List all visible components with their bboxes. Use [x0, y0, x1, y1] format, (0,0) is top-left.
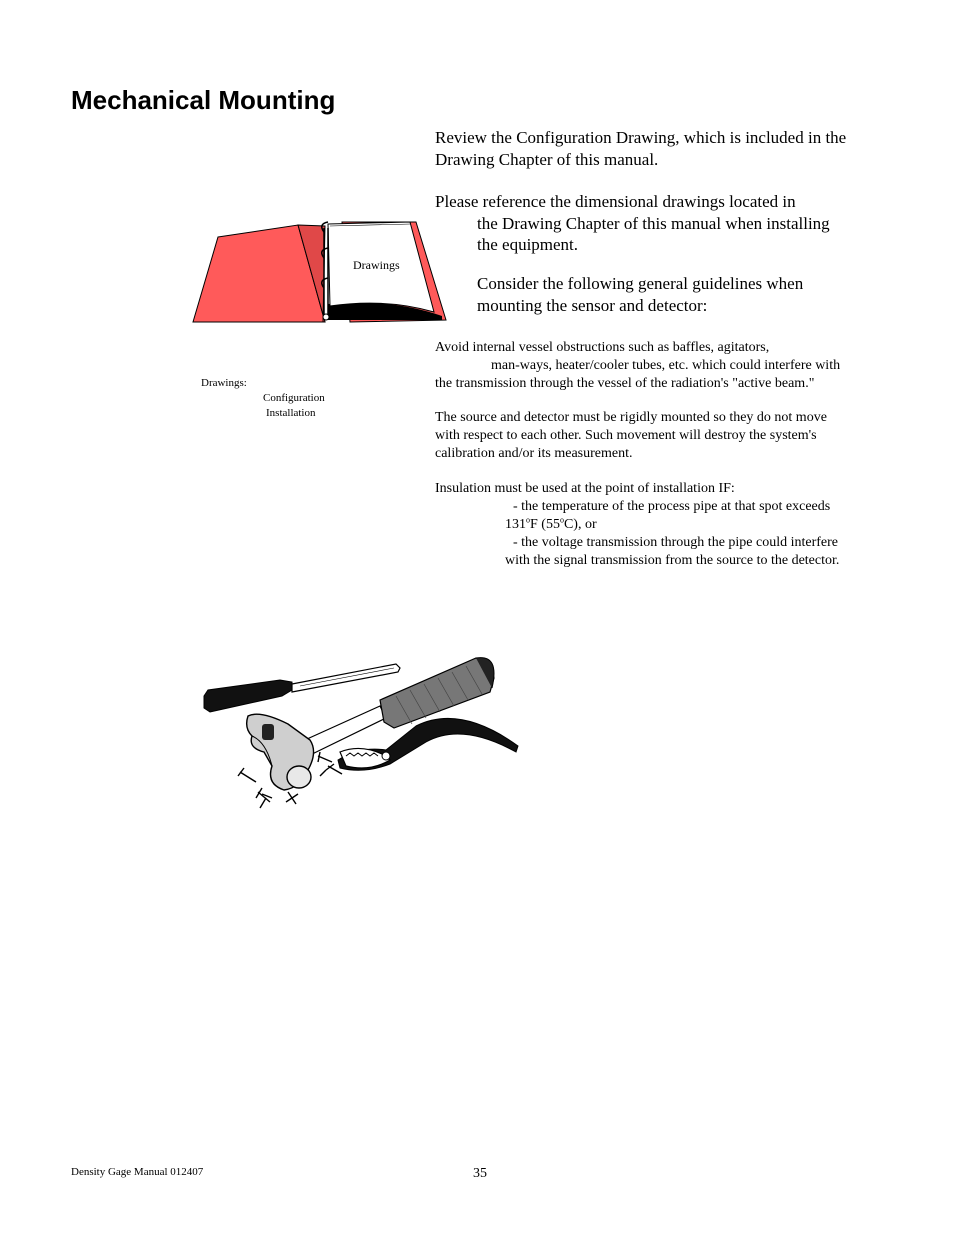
- intro-line: Drawing Chapter of this manual.: [435, 149, 659, 169]
- drawings-caption-title: Drawings:: [201, 377, 247, 389]
- intro-line: Consider the following general guidelines when: [477, 274, 804, 293]
- guideline-insulation: [435, 480, 839, 570]
- guideline-line: - the temperature of the process pipe at that spot exceeds: [513, 499, 831, 514]
- guideline-line: Avoid internal vessel obstructions such as baffles, agitators,: [435, 340, 770, 355]
- temperature-celsius: F (55: [530, 517, 560, 532]
- intro-line: the Drawing Chapter of this manual when installing: [477, 213, 830, 233]
- drawings-caption-item: Installation: [266, 407, 316, 419]
- binder-page-label: Drawings: [353, 258, 400, 272]
- guideline-rigid-mounting: [435, 409, 827, 463]
- intro-paragraph-2: [435, 191, 830, 256]
- guideline-line: calibration and/or its measurement.: [435, 446, 633, 461]
- intro-line: Review the Configuration Drawing, which is included in the: [435, 128, 847, 147]
- tools-illustration: [200, 652, 530, 812]
- degree-symbol: o: [526, 515, 530, 525]
- footer-manual-name: Density Gage Manual 012407: [71, 1166, 204, 1178]
- degree-symbol: o: [559, 515, 564, 525]
- guideline-line: The source and detector must be rigidly mounted so they do not move: [435, 410, 827, 425]
- guideline-line: with the signal transmission from the source to the detector.: [505, 553, 840, 568]
- temperature-suffix: C), or: [563, 517, 597, 532]
- drawings-caption-item: Configuration: [263, 392, 325, 404]
- intro-line: Please reference the dimensional drawings located in: [435, 192, 796, 211]
- intro-line: mounting the sensor and detector:: [477, 295, 708, 315]
- binder-illustration: [190, 212, 452, 328]
- page-title: Mechanical Mounting: [71, 85, 336, 115]
- guideline-line: - the voltage transmission through the pipe could interfere: [513, 535, 839, 550]
- temperature-fahrenheit: 131: [505, 517, 526, 532]
- screwdriver-icon: [204, 664, 400, 712]
- guideline-line: man-ways, heater/cooler tubes, etc. which could interfere with: [491, 358, 841, 373]
- footer-page-number: 35: [473, 1166, 487, 1181]
- guideline-line: with respect to each other. Such movement will destroy the system's: [435, 428, 817, 443]
- guideline-obstructions: [435, 339, 840, 393]
- guideline-line: the transmission through the vessel of the radiation's "active beam.": [435, 376, 815, 391]
- intro-paragraph-3: [477, 273, 803, 316]
- intro-paragraph-1: [435, 127, 846, 170]
- intro-line: the equipment.: [477, 235, 579, 254]
- guideline-temperature-line: [435, 516, 839, 534]
- guideline-line: Insulation must be used at the point of installation IF:: [435, 481, 735, 496]
